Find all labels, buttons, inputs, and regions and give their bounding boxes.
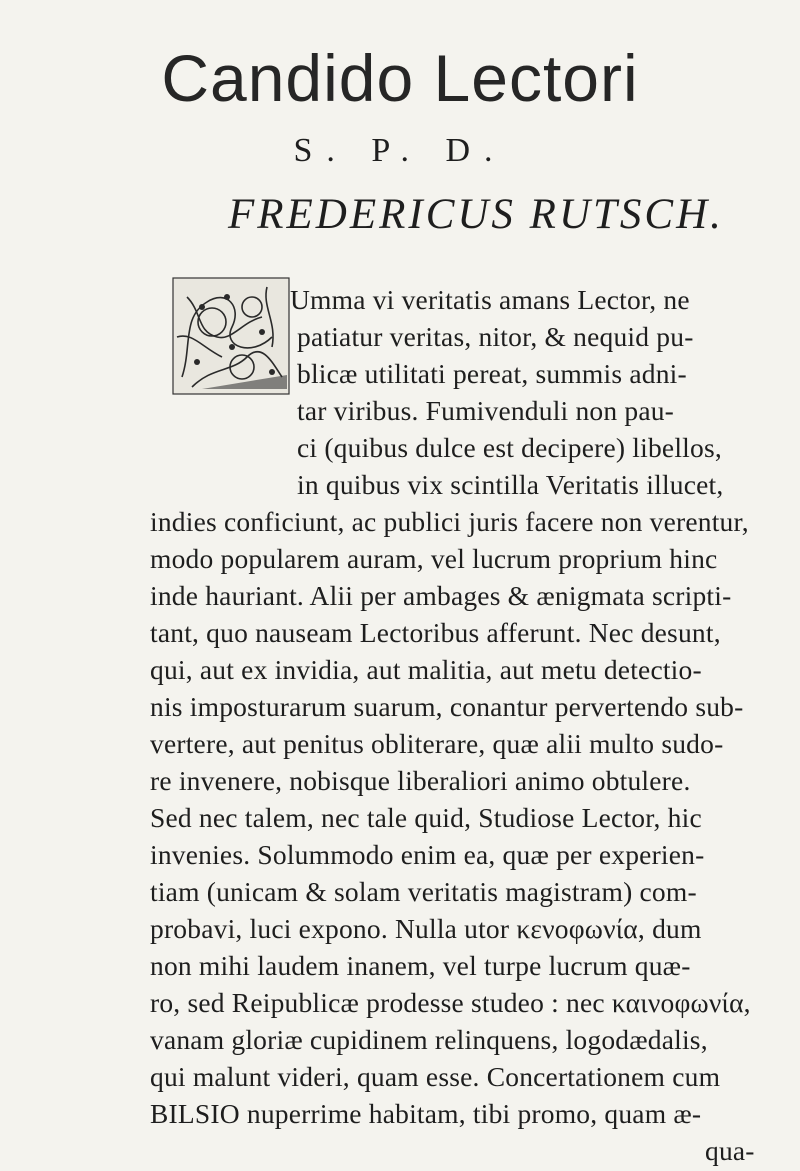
text-line: blicæ utilitati pereat, summis adni-: [297, 358, 687, 389]
decorated-initial-icon: [172, 277, 290, 395]
text-line: Sed nec talem, nec tale quid, Studiose Lector, hic: [150, 802, 702, 833]
text-line: inde hauriant. Alii per ambages & ænigmata scripti-: [150, 580, 732, 611]
text-line: re invenere, nobisque liberaliori animo obtulere.: [150, 765, 691, 796]
text-line: modo popularem auram, vel lucrum proprium hinc: [150, 543, 718, 574]
text-line: indies conficiunt, ac publici juris facere non verentur,: [150, 506, 749, 537]
text-line: vertere, aut penitus obliterare, quæ alii multo sudo-: [150, 728, 724, 759]
text-line: invenies. Solummodo enim ea, quæ per experien-: [150, 839, 705, 870]
salutation: S. P. D.: [293, 132, 507, 169]
text-line: tar viribus. Fumivenduli non pau-: [297, 395, 675, 426]
text-line: Umma vi veritatis amans Lector, ne: [290, 284, 690, 315]
text-line: qui malunt videri, quam esse. Concertationem cum: [150, 1061, 721, 1092]
text-line: BILSIO nuperrime habitam, tibi promo, quam æ-: [150, 1098, 702, 1129]
catchword: qua-: [705, 1135, 755, 1166]
text-line: vanam gloriæ cupidinem relinquens, logodædalis,: [150, 1024, 708, 1055]
text-line: qui, aut ex invidia, aut malitia, aut metu detectio-: [150, 654, 702, 685]
page-title: Candido Lectori: [161, 41, 639, 115]
text-line: probavi, luci expono. Nulla utor κενοφωνία, dum: [150, 913, 702, 944]
text-line: nis imposturarum suarum, conantur pervertendo sub-: [150, 691, 744, 722]
author-name: FREDERICUS RUTSCH.: [228, 191, 724, 238]
text-line: non mihi laudem inanem, vel turpe lucrum quæ-: [150, 950, 691, 981]
text-line: tant, quo nauseam Lectoribus afferunt. Nec desunt,: [150, 617, 721, 648]
text-line: ro, sed Reipublicæ prodesse studeo : nec καινοφωνία,: [150, 987, 751, 1018]
text-line: patiatur veritas, nitor, & nequid pu-: [297, 321, 694, 352]
text-line: in quibus vix scintilla Veritatis illucet,: [297, 469, 724, 500]
text-line: tiam (unicam & solam veritatis magistram) com-: [150, 876, 697, 907]
text-line: ci (quibus dulce est decipere) libellos,: [297, 432, 722, 463]
